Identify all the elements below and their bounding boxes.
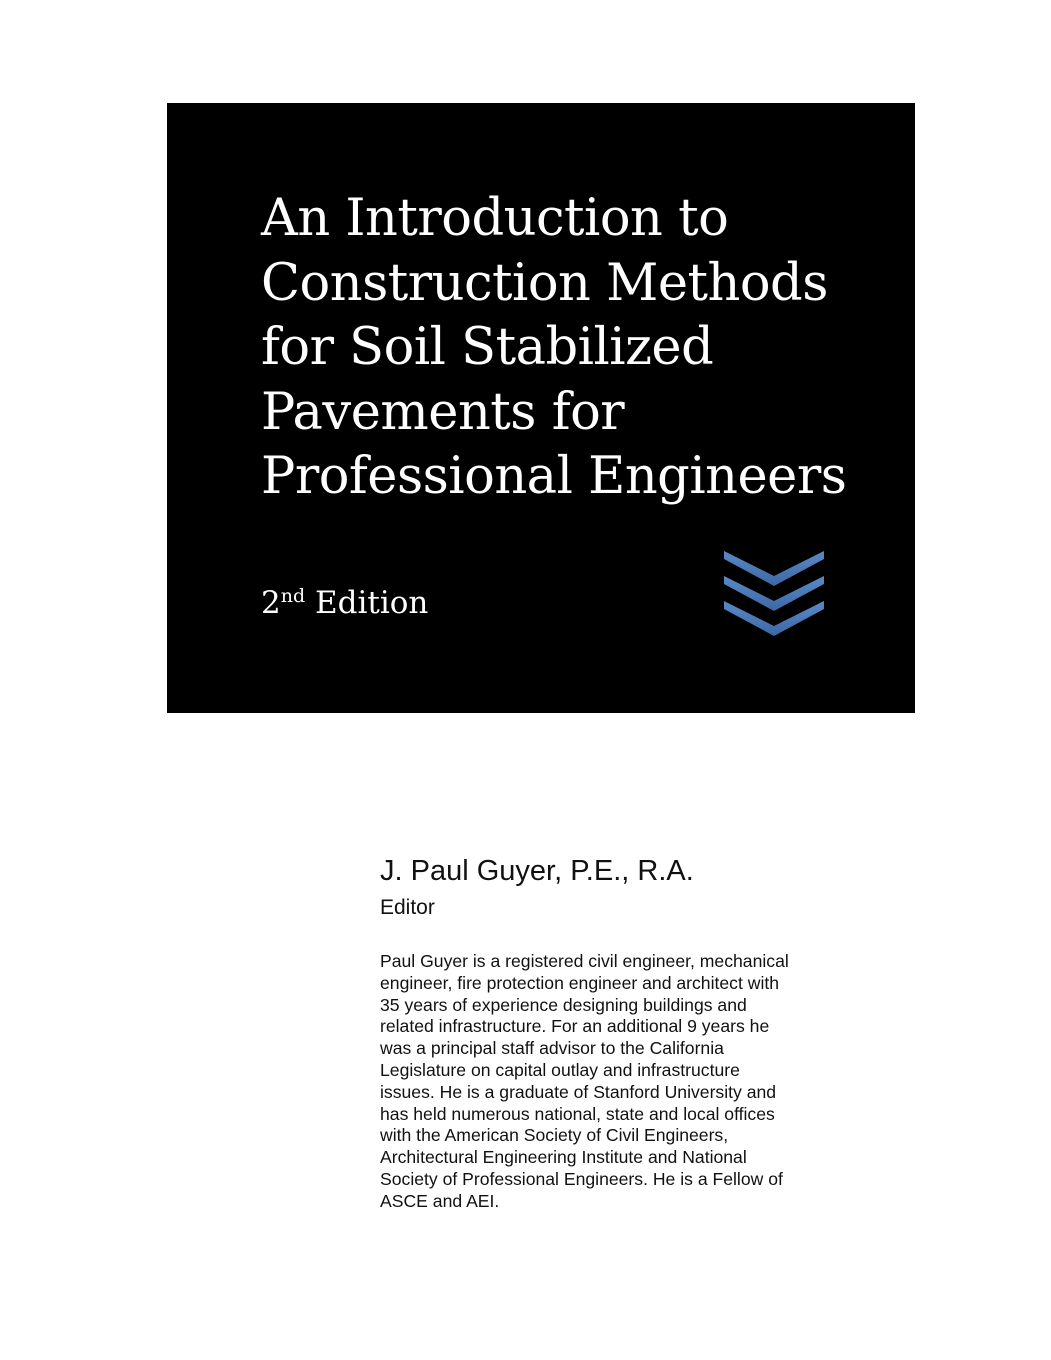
bio-line: with the American Society of Civil Engineers, xyxy=(380,1125,729,1146)
bio-line: issues. He is a graduate of Stanford University and xyxy=(380,1081,777,1102)
bio-line: Paul Guyer is a registered civil engineer, mechanical xyxy=(380,951,789,971)
edition-label xyxy=(261,585,428,621)
edition-suffix: nd xyxy=(280,585,306,607)
bio-line: engineer, fire protection engineer and architect with xyxy=(380,972,780,993)
bio-line: 35 years of experience designing buildings and xyxy=(380,994,747,1015)
title-line: An Introduction to xyxy=(261,189,729,248)
bio-line: was a principal staff advisor to the California xyxy=(380,1038,724,1059)
bio-line: Society of Professional Engineers. He is a Fellow of xyxy=(380,1168,783,1189)
title-line: Pavements for xyxy=(261,382,625,442)
bio-line: ASCE and AEI. xyxy=(380,1190,500,1211)
author-bio xyxy=(380,951,830,1213)
title-line: for Soil Stabilized xyxy=(261,318,714,377)
bio-line: Architectural Engineering Institute and National xyxy=(380,1147,747,1168)
author-block xyxy=(380,853,840,921)
triple-chevron-down-icon xyxy=(724,551,824,645)
author-name: J. Paul Guyer, P.E., R.A. xyxy=(380,855,694,887)
cover-block xyxy=(167,103,915,713)
bio-line: related infrastructure. For an additional 9 years he xyxy=(380,1016,770,1037)
title-line: Construction Methods xyxy=(261,253,828,313)
title-line: Professional Engineers xyxy=(261,447,847,506)
author-role: Editor xyxy=(380,896,435,919)
bio-line: Legislature on capital outlay and infrastructure xyxy=(380,1059,740,1080)
book-title xyxy=(261,187,901,510)
edition-text: Edition xyxy=(315,585,429,621)
edition-number: 2 xyxy=(261,585,281,621)
bio-line: has held numerous national, state and local offices xyxy=(380,1103,775,1124)
